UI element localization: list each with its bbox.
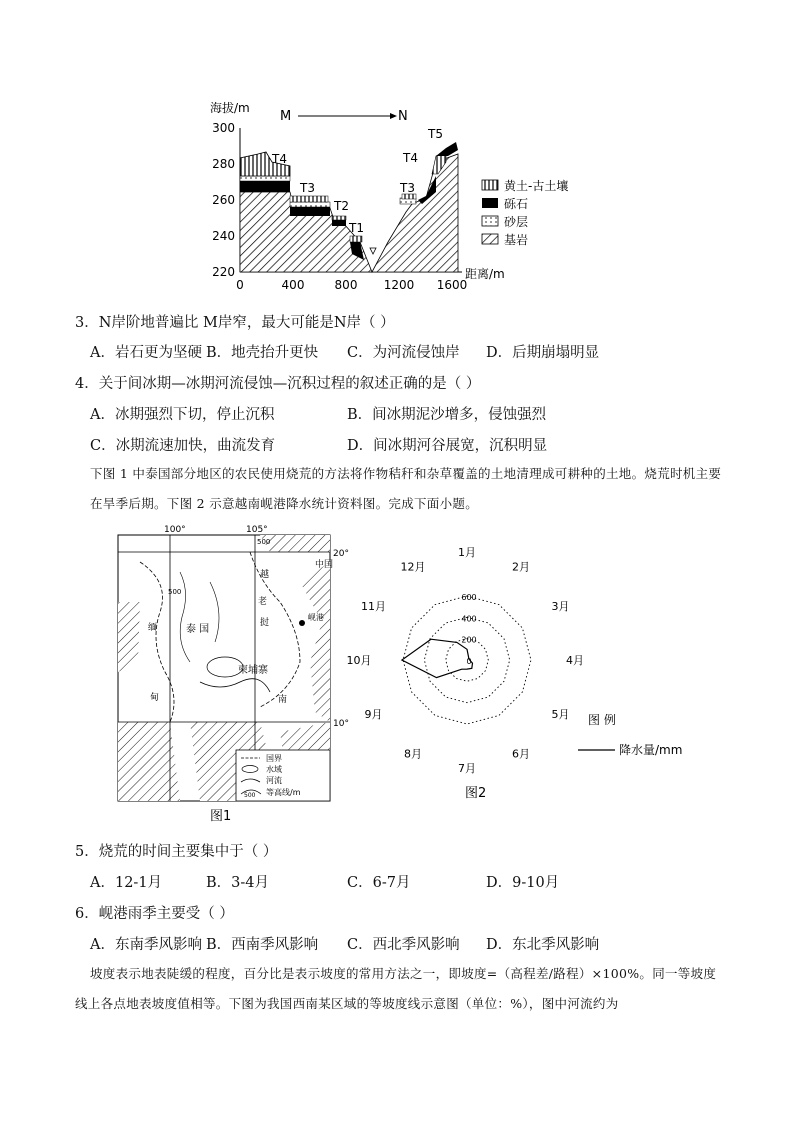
- radar-month-label: 10月: [346, 654, 372, 667]
- lat-label: 20°: [333, 549, 349, 559]
- radar-month-label: 5月: [551, 708, 570, 721]
- map-figure-1: [110, 522, 360, 827]
- y-tick: 220: [212, 265, 235, 279]
- cross-section-figure: [200, 92, 600, 297]
- terrace-label: T3: [400, 181, 415, 195]
- q3-option-d[interactable]: D．后期崩塌明显: [486, 345, 600, 361]
- map-legend-river: 河流: [266, 776, 282, 785]
- radar-series-precipitation: [402, 639, 473, 677]
- question-6-stem: 6．岘港雨季主要受（ ）: [75, 906, 234, 922]
- legend-gravel: 砾石: [504, 197, 529, 211]
- radar-month-label: 12月: [400, 560, 426, 574]
- q5-option-b[interactable]: B．3-4月: [206, 875, 270, 891]
- radar-ring-label: 200: [461, 635, 477, 645]
- place-china: 中国: [315, 560, 334, 570]
- lon-label: 100°: [164, 525, 186, 535]
- q3-option-a[interactable]: A．岩石更为坚硬: [90, 345, 202, 361]
- radar-month-label: 4月: [566, 654, 584, 667]
- y-tick: 300: [212, 121, 235, 135]
- q6-option-a[interactable]: A．东南季风影响: [90, 937, 202, 953]
- x-tick: 1600: [436, 278, 468, 292]
- y-axis-label: 海拔/m: [210, 101, 250, 115]
- y-tick: 260: [212, 193, 235, 207]
- map-legend-contour: 等高线/m: [266, 788, 301, 797]
- intro-paragraph-1: 下图 1 中泰国部分地区的农民使用烧荒的方法将作物秸秆和杂草覆盖的土地清理成可耕种的土地。烧荒时机主要在旱季后期。下图 2 示意越南岘港降水统计资料图。完成下面小题。: [90, 466, 722, 511]
- lon-label: 105°: [246, 525, 268, 535]
- y-tick: 280: [212, 157, 235, 171]
- lat-label: 10°: [333, 719, 349, 729]
- figure-2-caption: 图2: [465, 786, 487, 801]
- question-5-stem: 5．烧荒的时间主要集中于（ ）: [75, 844, 278, 860]
- radar-month-label: 6月: [512, 747, 530, 761]
- terrace-label: T4: [272, 152, 287, 166]
- place-cambodia: 柬埔寨: [238, 665, 268, 676]
- q5-option-c[interactable]: C．6-7月: [347, 875, 411, 891]
- radar-month-label: 3月: [551, 600, 570, 613]
- q4-option-b[interactable]: B．间冰期泥沙增多，侵蚀强烈: [347, 407, 547, 423]
- q6-option-b[interactable]: B．西南季风影响: [206, 937, 319, 953]
- x-tick: 800: [334, 278, 358, 292]
- terrace-label: T1: [349, 221, 364, 235]
- terrace-label: T3: [300, 181, 315, 195]
- q3-option-b[interactable]: B．地壳抬升更快: [206, 345, 319, 361]
- q5-option-a[interactable]: A．12-1月: [90, 875, 163, 891]
- radar-chart-figure-2: [345, 540, 705, 810]
- q4-option-c[interactable]: C．冰期流速加快，曲流发育: [90, 438, 276, 454]
- place-vietnam: 越: [260, 570, 270, 580]
- q6-option-c[interactable]: C．西北季风影响: [347, 937, 460, 953]
- radar-month-label: 9月: [364, 708, 383, 721]
- q5-option-d[interactable]: D．9-10月: [486, 875, 560, 891]
- place-thailand: 泰 国: [186, 624, 210, 635]
- radar-ring-label: 600: [461, 593, 477, 602]
- legend-sand: 砂层: [504, 215, 529, 229]
- radar-legend-label: 降水量/mm: [619, 743, 683, 757]
- terrace-label: T2: [334, 199, 349, 213]
- radar-legend-title: 图 例: [588, 713, 616, 727]
- place-laos-2: 挝: [260, 618, 270, 628]
- direction-m: M: [280, 109, 292, 124]
- x-tick: 1200: [383, 278, 415, 292]
- legend-bedrock: 基岩: [504, 233, 529, 247]
- map-legend-border: 国界: [266, 754, 282, 763]
- q4-option-a[interactable]: A．冰期强烈下切，停止沉积: [90, 407, 275, 423]
- radar-month-label: 2月: [512, 560, 530, 574]
- x-tick: 0: [236, 278, 244, 292]
- legend-loess: 黄土-古土壤: [504, 179, 569, 193]
- q6-option-d[interactable]: D．东北季风影响: [486, 937, 600, 953]
- map-legend-water: 水域: [266, 765, 282, 774]
- q3-option-c[interactable]: C．为河流侵蚀岸: [347, 345, 460, 361]
- y-tick: 240: [212, 229, 235, 243]
- contour-value: 500: [257, 538, 271, 546]
- radar-ring-label: 0: [466, 657, 472, 666]
- radar-month-label: 8月: [404, 747, 422, 761]
- direction-n: N: [398, 109, 408, 124]
- place-south: 南: [278, 695, 288, 705]
- place-laos-1: 老: [258, 597, 268, 607]
- place-danang: 岘港: [308, 613, 324, 622]
- place-myanmar-1: 缅: [148, 623, 158, 633]
- question-4-stem: 4．关于间冰期—冰期河流侵蚀—沉积过程的叙述正确的是（ ）: [75, 376, 481, 392]
- radar-month-label: 1月: [458, 546, 476, 559]
- terrace-label: T5: [428, 127, 443, 141]
- radar-month-label: 11月: [361, 600, 386, 613]
- radar-month-label: 7月: [458, 762, 476, 775]
- place-myanmar-2: 甸: [150, 693, 160, 703]
- x-tick: 400: [281, 278, 305, 292]
- radar-ring-label: 400: [461, 614, 477, 624]
- contour-value: 500: [168, 588, 182, 596]
- intro-paragraph-2: 坡度表示地表陡缓的程度，百分比是表示坡度的常用方法之一，即坡度=（高程差/路程）×100%。同一等坡度线上各点地表坡度值相等。下图为我国西南某区域的等坡度线示意图（单位：%），图中河流约为: [75, 966, 717, 1011]
- q4-option-d[interactable]: D．间冰期河谷展宽，沉积明显: [347, 438, 548, 454]
- x-axis-label: 距离/m: [465, 267, 505, 281]
- question-3-stem: 3．N岸阶地普遍比 M岸窄，最大可能是N岸（ ）: [75, 315, 395, 331]
- terrace-label: T4: [403, 151, 418, 165]
- figure-1-caption: 图1: [210, 809, 232, 824]
- map-legend-contour-value: 500: [244, 792, 256, 799]
